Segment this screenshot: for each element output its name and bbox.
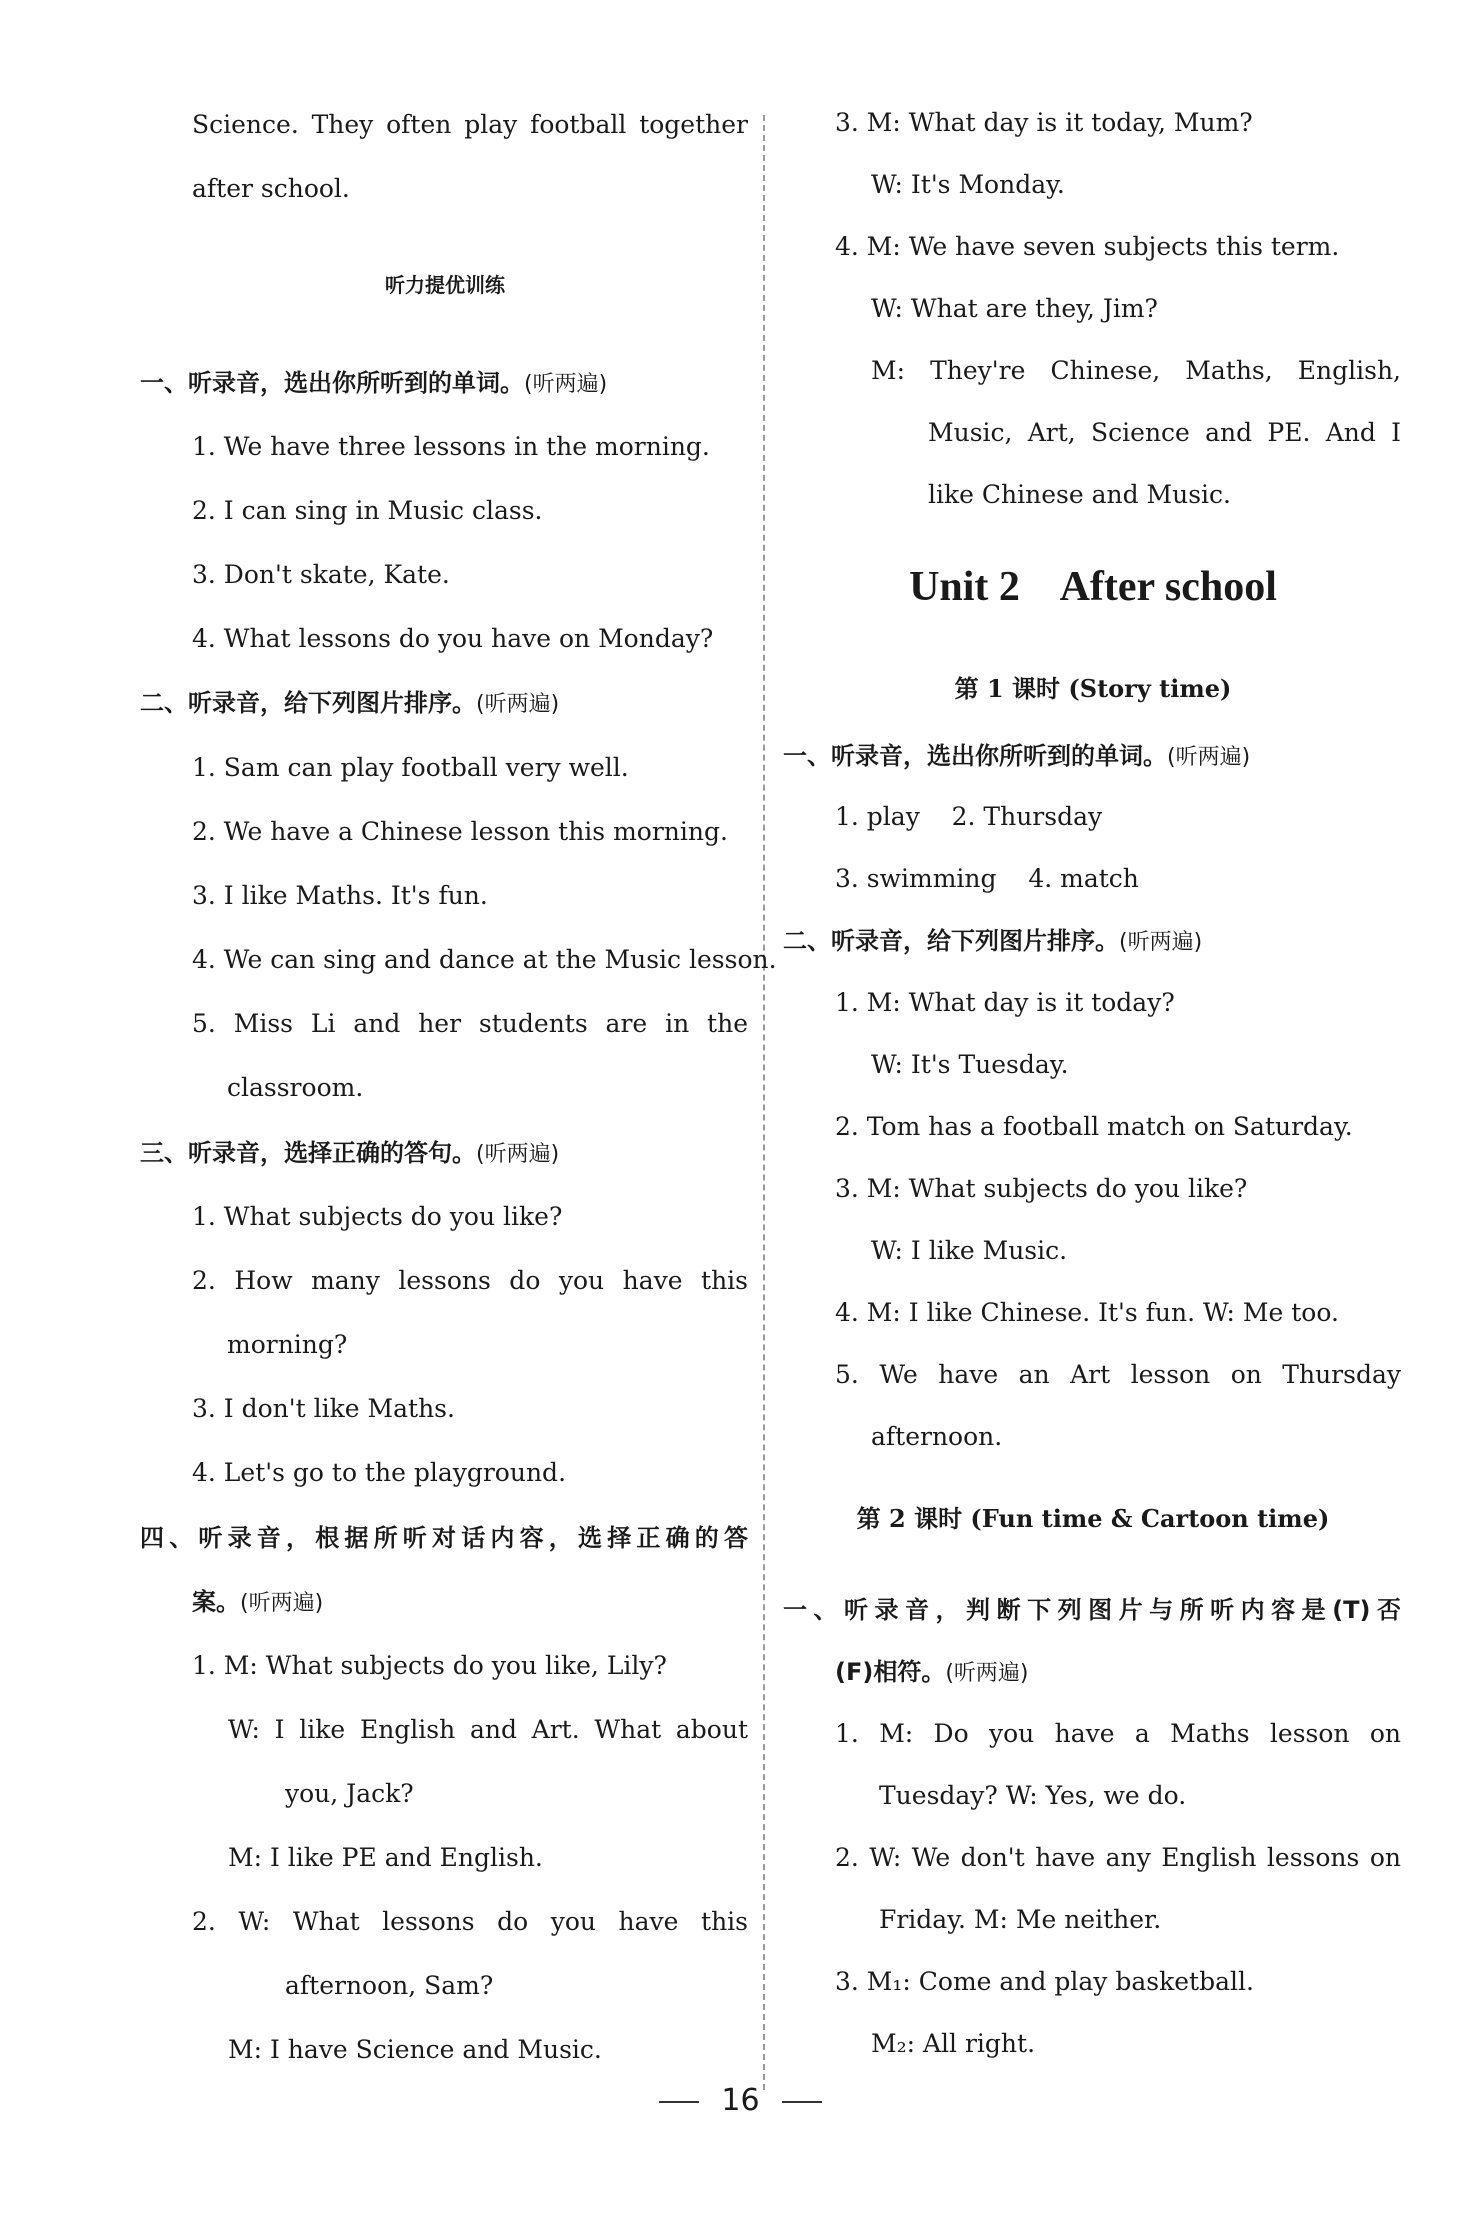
dialogue-line: Tuesday? W: Yes, we do. — [879, 1781, 1187, 1810]
exercise-heading: 一、听录音，判断下列图片与所听内容是(T)否 — [783, 1596, 1401, 1624]
list-item: 3. I like Maths. It's fun. — [192, 881, 488, 910]
dialogue-line: M₂: All right. — [871, 2029, 1036, 2058]
section-title: 听力提优训练 — [385, 273, 505, 297]
exercise-heading: (F)相符。(听两遍) — [835, 1658, 1029, 1686]
dialogue-line: M: I have Science and Music. — [228, 2035, 602, 2064]
dialogue-line: like Chinese and Music. — [928, 480, 1232, 509]
list-item: 4. We can sing and dance at the Music lesson. — [192, 945, 777, 974]
dialogue-line: 2. W: What lessons do you have this — [192, 1907, 748, 1936]
list-item: 4. Let's go to the playground. — [192, 1458, 567, 1487]
lesson-title: 第 2 课时 (Fun time & Cartoon time) — [856, 1504, 1330, 1533]
list-item: 2. We have a Chinese lesson this morning. — [192, 817, 728, 846]
dialogue-line: 4. M: We have seven subjects this term. — [835, 232, 1340, 261]
dialogue-line: 1. M: What day is it today? — [835, 988, 1175, 1017]
list-item: 2. I can sing in Music class. — [192, 496, 543, 525]
dialogue-line: 1. M: Do you have a Maths lesson on — [835, 1719, 1401, 1748]
exercise-heading: 二、听录音，给下列图片排序。(听两遍) — [140, 689, 560, 717]
intro-text: Science. They often play football together — [192, 110, 748, 139]
lesson-title: 第 1 课时 (Story time) — [954, 674, 1232, 703]
exercise-heading: 二、听录音，给下列图片排序。(听两遍) — [783, 927, 1203, 955]
dialogue-line: 2. W: We don't have any English lessons on — [835, 1843, 1401, 1872]
dash-left — [659, 2101, 699, 2103]
dialogue-line: 3. M: What day is it today, Mum? — [835, 108, 1253, 137]
intro-text: after school. — [192, 174, 350, 203]
dialogue-line: 4. M: I like Chinese. It's fun. W: Me too. — [835, 1298, 1339, 1327]
dialogue-line: Music, Art, Science and PE. And I — [928, 418, 1401, 447]
list-item-continuation: morning? — [227, 1330, 348, 1359]
dialogue-line: afternoon, Sam? — [285, 1971, 494, 2000]
list-item-continuation: afternoon. — [871, 1422, 1003, 1451]
dialogue-line: W: I like English and Art. What about — [228, 1715, 748, 1744]
dialogue-line: W: It's Tuesday. — [871, 1050, 1069, 1079]
list-item: 5. We have an Art lesson on Thursday — [835, 1360, 1401, 1389]
list-item: 1. Sam can play football very well. — [192, 753, 629, 782]
dash-right — [782, 2101, 822, 2103]
dialogue-line: 3. M: What subjects do you like? — [835, 1174, 1248, 1203]
dialogue-line: Friday. M: Me neither. — [879, 1905, 1162, 1934]
exercise-heading: 三、听录音，选择正确的答句。(听两遍) — [140, 1139, 560, 1167]
list-item: 1. play 2. Thursday — [835, 802, 1103, 831]
exercise-heading: 一、听录音，选出你所听到的单词。(听两遍) — [783, 742, 1251, 770]
list-item: 4. What lessons do you have on Monday? — [192, 624, 714, 653]
dialogue-line: M: I like PE and English. — [228, 1843, 543, 1872]
list-item: 2. Tom has a football match on Saturday. — [835, 1112, 1353, 1141]
dialogue-line: you, Jack? — [285, 1779, 414, 1808]
dialogue-line: W: What are they, Jim? — [871, 294, 1158, 323]
list-item: 5. Miss Li and her students are in the — [192, 1009, 748, 1038]
list-item: 1. What subjects do you like? — [192, 1202, 563, 1231]
exercise-heading: 一、听录音，选出你所听到的单词。(听两遍) — [140, 369, 608, 397]
list-item: 2. How many lessons do you have this — [192, 1266, 748, 1295]
dialogue-line: 1. M: What subjects do you like, Lily? — [192, 1651, 667, 1680]
exercise-heading: 四、听录音，根据所听对话内容，选择正确的答 — [140, 1524, 748, 1552]
dialogue-line: 3. M₁: Come and play basketball. — [835, 1967, 1254, 1996]
list-item: 3. I don't like Maths. — [192, 1394, 455, 1423]
page-number: 16 — [0, 2083, 1481, 2118]
exercise-heading: 案。(听两遍) — [192, 1588, 324, 1616]
list-item: 3. Don't skate, Kate. — [192, 560, 450, 589]
dialogue-line: M: They're Chinese, Maths, English, — [871, 356, 1401, 385]
dialogue-line: W: It's Monday. — [871, 170, 1065, 199]
list-item: 1. We have three lessons in the morning. — [192, 432, 710, 461]
dialogue-line: W: I like Music. — [871, 1236, 1068, 1265]
unit-title: Unit 2 After school — [909, 564, 1277, 610]
list-item-continuation: classroom. — [227, 1073, 364, 1102]
column-divider — [763, 115, 765, 2090]
list-item: 3. swimming 4. match — [835, 864, 1139, 893]
